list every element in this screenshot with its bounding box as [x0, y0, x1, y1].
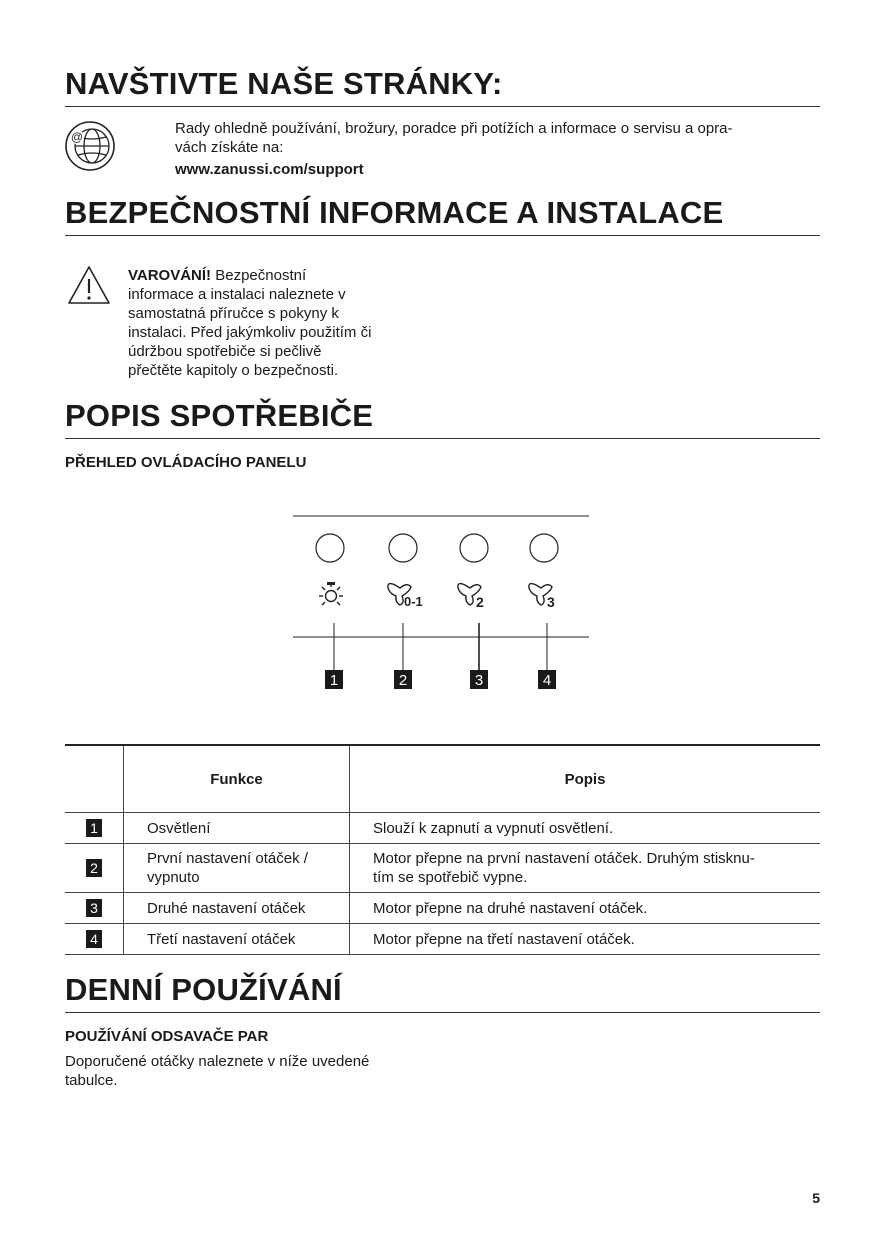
table-row: [65, 893, 820, 924]
warning-label: VAROVÁNÍ!: [128, 267, 212, 284]
visit-section-title: NAVŠTIVTE NAŠE STRÁNKY:: [65, 66, 820, 107]
daily-text-line2: tabulce.: [65, 1072, 118, 1089]
panel-button-3[interactable]: [460, 534, 488, 562]
svg-text:4: 4: [542, 672, 552, 689]
control-panel-diagram: [293, 515, 589, 695]
row-function-line: vypnuto: [147, 869, 200, 886]
table-header-description: Popis: [350, 745, 821, 813]
panel-label-1: [325, 670, 343, 689]
row-function: [124, 844, 350, 893]
row-function: Třetí nastavení otáček: [124, 924, 350, 955]
row-number-badge: 2: [86, 859, 102, 877]
fan-speed-label: 2: [476, 594, 484, 610]
globe-at-icon: [64, 120, 116, 172]
table-row: [65, 924, 820, 955]
row-number-badge: 3: [86, 899, 102, 917]
panel-label-2: [394, 670, 412, 689]
warning-line: přečtěte kapitoly o bezpečnosti.: [128, 362, 339, 379]
row-function: Druhé nastavení otáček: [124, 893, 350, 924]
panel-label-3: [470, 670, 488, 689]
warning-line: Bezpečnostní: [211, 267, 307, 284]
fan-speed-label: 0-1: [404, 594, 423, 609]
visit-text-line1: Rady ohledně používání, brožury, poradce při potížích a informace o servisu a opra-: [175, 120, 733, 137]
fan-speed-0-1-icon: [388, 584, 423, 609]
warning-line: údržbou spotřebiče si pečlivě: [128, 343, 322, 360]
svg-text:3: 3: [474, 672, 484, 689]
function-table: [65, 744, 820, 955]
svg-text:1: 1: [329, 672, 339, 689]
row-function-line: První nastavení otáček /: [147, 850, 308, 867]
table-header-row: [65, 745, 820, 813]
row-number-badge: 4: [86, 930, 102, 948]
svg-text:@: @: [70, 130, 84, 144]
fan-speed-label: 3: [547, 594, 555, 610]
panel-button-1[interactable]: [316, 534, 344, 562]
warning-line: instalaci. Před jakýmkoliv použitím či: [128, 324, 372, 341]
table-header-function: Funkce: [124, 745, 350, 813]
table-header-number: [65, 745, 124, 813]
row-description-line: Motor přepne na první nastavení otáček. Druhým stisknu-: [373, 850, 755, 867]
warning-line: samostatná příručce s pokyny k: [128, 305, 339, 322]
row-description-line: tím se spotřebič vypne.: [373, 869, 528, 886]
row-number-badge: 1: [86, 819, 102, 837]
description-section-title: POPIS SPOTŘEBIČE: [65, 398, 820, 439]
row-description: Motor přepne na druhé nastavení otáček.: [350, 893, 821, 924]
control-panel-subtitle: PŘEHLED OVLÁDACÍHO PANELU: [65, 454, 307, 471]
fan-speed-2-icon: [458, 584, 484, 610]
panel-button-4[interactable]: [530, 534, 558, 562]
panel-label-4: [538, 670, 556, 689]
fan-speed-3-icon: [529, 584, 555, 610]
table-row: [65, 844, 820, 893]
table-row: [65, 813, 820, 844]
support-url-link[interactable]: www.zanussi.com/support: [175, 161, 364, 178]
safety-section-title: BEZPEČNOSTNÍ INFORMACE A INSTALACE: [65, 195, 820, 236]
warning-triangle-icon: [67, 264, 111, 306]
safety-warning: [128, 266, 428, 380]
row-function: Osvětlení: [124, 813, 350, 844]
page-number: 5: [812, 1190, 820, 1206]
row-description: [350, 844, 821, 893]
warning-line: informace a instalaci naleznete v: [128, 286, 346, 303]
row-description: Motor přepne na třetí nastavení otáček.: [350, 924, 821, 955]
panel-button-2[interactable]: [389, 534, 417, 562]
visit-text-line2: vách získáte na:: [175, 139, 284, 156]
daily-section-title: DENNÍ POUŽÍVÁNÍ: [65, 972, 820, 1013]
hood-usage-subtitle: POUŽÍVÁNÍ ODSAVAČE PAR: [65, 1028, 269, 1045]
light-icon: [319, 582, 343, 605]
svg-text:2: 2: [398, 672, 408, 689]
daily-text-line1: Doporučené otáčky naleznete v níže uvedené: [65, 1053, 370, 1070]
row-description: Slouží k zapnutí a vypnutí osvětlení.: [350, 813, 821, 844]
